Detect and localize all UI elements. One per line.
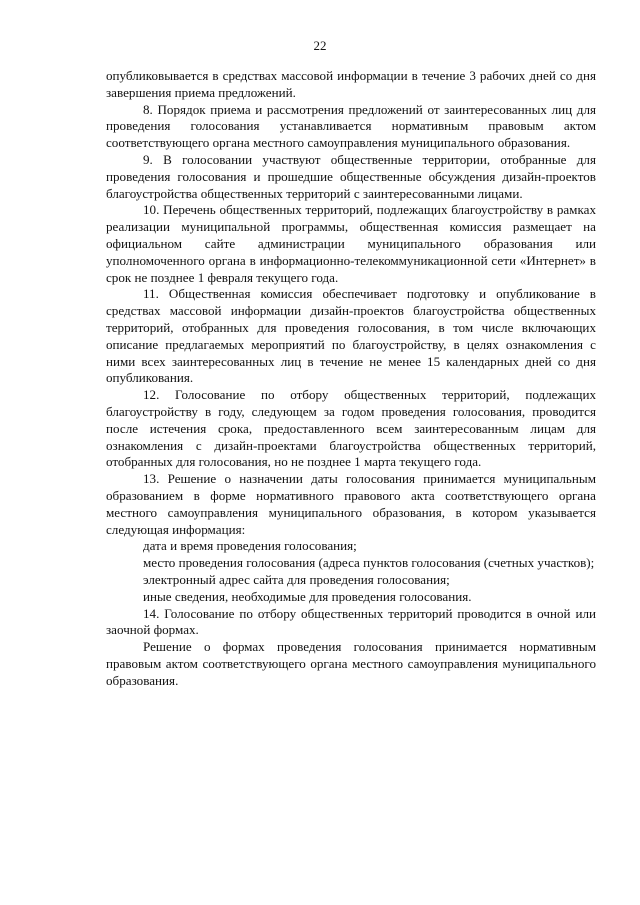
- paragraph-item-9: 9. В голосовании участвуют общественные территории, отобранные для проведения голосования и прошедшие общественные обсуждения дизайн-проектов благоустройства общественных территорий с заинтересованными лицами.: [106, 151, 596, 201]
- paragraph-continuation: опубликовывается в средствах массовой информации в течение 3 рабочих дней со дня завершения приема предложений.: [106, 68, 596, 100]
- page-number: 22: [313, 38, 327, 53]
- paragraph-item-13: 13. Решение о назначении даты голосования принимается муниципальным образованием в форме нормативного правового акта соответствующего органа местного самоуправления муниципального образования, в котором указывается следующая информация:: [106, 471, 596, 537]
- paragraph-item-10: 10. Перечень общественных территорий, подлежащих благоустройству в рамках реализации муниципальной программы, общественная комиссия размещает на официальном сайте администрации муниципального образования или уполномоченного органа в информационно-телекоммуникационной сети «Интернет» в срок не позднее 1 февраля текущего года.: [106, 202, 596, 285]
- document-body: [106, 68, 596, 689]
- list-item-website: электронный адрес сайта для проведения голосования;: [143, 571, 450, 587]
- paragraph-item-12: 12. Голосование по отбору общественных территорий, подлежащих благоустройству в году, следующем за годом проведения голосования, проводится после истечения срока, предоставленного всем заинтересованным лицам для ознакомления с дизайн-проектами благоустройства общественных территорий, отобранных для голосования, но не позднее 1 марта текущего года.: [106, 387, 596, 470]
- paragraph-item-14: 14. Голосование по отбору общественных территорий проводится в очной или заочной формах.: [106, 605, 596, 638]
- list-item-other-info: иные сведения, необходимые для проведения голосования.: [143, 588, 472, 604]
- list-item-place: место проведения голосования (адреса пунктов голосования (счетных участков);: [143, 555, 595, 571]
- paragraph-item-8: 8. Порядок приема и рассмотрения предложений от заинтересованных лиц для проведения голосования устанавливается нормативным правовым актом соответствующего органа местного самоуправления муниципального образования.: [106, 101, 596, 151]
- list-item-date-time: дата и время проведения голосования;: [143, 538, 357, 554]
- paragraph-item-11: 11. Общественная комиссия обеспечивает подготовку и опубликование в средствах массовой информации дизайн-проектов благоустройства общественных территорий, отобранных для проведения голосования, в том числе включающих описание предлагаемых мероприятий по благоустройству, в целях ознакомления с ними всех заинтересованных лиц в течение не менее 15 календарных дней со дня опубликования.: [106, 286, 596, 386]
- paragraph-forms-decision: Решение о формах проведения голосования принимается нормативным правовым актом соответствующего органа местного самоуправления муниципального образования.: [106, 639, 596, 688]
